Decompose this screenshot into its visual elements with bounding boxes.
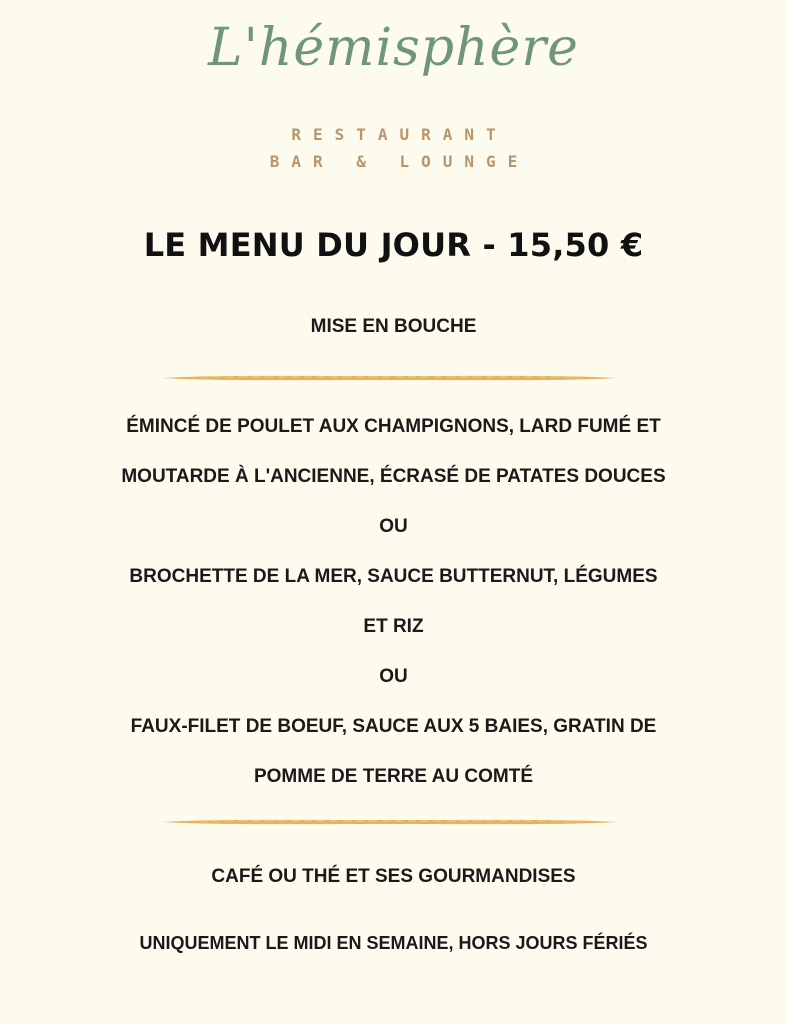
gold-brush-divider (160, 816, 620, 828)
logo-subtitle-bar-lounge: BAR & LOUNGE (269, 152, 530, 171)
menu-choice-separator: OU (379, 666, 408, 687)
menu-dessert: CAFÉ OU THÉ ET SES GOURMANDISES (211, 866, 576, 887)
menu-main-line: MOUTARDE À L'ANCIENNE, ÉCRASÉ DE PATATES DOUCES (121, 466, 666, 487)
menu-main-line: ET RIZ (363, 616, 424, 637)
menu-main-line: BROCHETTE DE LA MER, SAUCE BUTTERNUT, LÉGUMES (129, 566, 658, 587)
logo-subtitle-restaurant: RESTAURANT (291, 125, 508, 144)
menu-main-line: ÉMINCÉ DE POULET AUX CHAMPIGNONS, LARD FUMÉ ET (126, 416, 661, 437)
menu-title: LE MENU DU JOUR - 15,50 € (143, 226, 644, 264)
menu-choice-separator: OU (379, 516, 408, 537)
gold-brush-divider (160, 372, 620, 384)
restaurant-logo: L'hémisphère (208, 18, 579, 78)
menu-main-line: FAUX-FILET DE BOEUF, SAUCE AUX 5 BAIES, GRATIN DE (130, 716, 657, 737)
menu-availability-note: UNIQUEMENT LE MIDI EN SEMAINE, HORS JOURS FÉRIÉS (139, 933, 648, 953)
menu-starter: MISE EN BOUCHE (310, 316, 477, 337)
menu-main-line: POMME DE TERRE AU COMTÉ (253, 766, 534, 787)
